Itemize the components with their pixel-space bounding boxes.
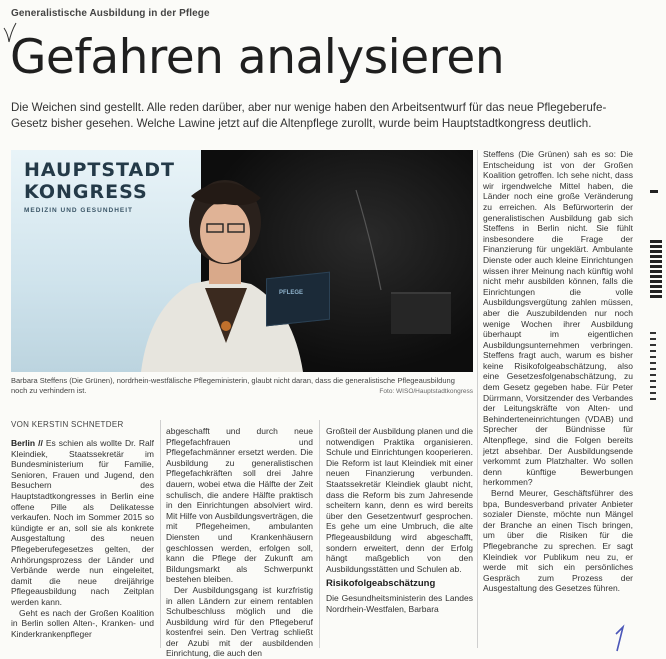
- dateline: Berlin //: [11, 438, 43, 448]
- article-headline: Gefahren analysieren: [10, 30, 505, 85]
- photo-credit: Foto: WISO/Hauptstadtkongress: [379, 388, 473, 395]
- article-column-3: [326, 426, 473, 650]
- section-kicker: Generalistische Ausbildung in der Pflege: [11, 8, 210, 19]
- lectern: [266, 272, 330, 327]
- paragraph: [11, 438, 154, 608]
- pen-page-mark-icon: [612, 626, 626, 652]
- paragraph-text: Es schien als wollte Dr. Ralf Kleindiek, Staatssekretär im Bundesministerium für Familie, Senioren, Frauen und Jugend, den Besuchern des Hauptstadtkongresses in Berlin eine offene Pille als Delikatesse verkaufen. Noch im Sommer 2015 so kündigte er an, soll sie als konkrete Ausgestaltung des neuen Pflegeberufegesetzes gelten, der Anhörungsprozess der Länder und Verbände werde nun eingeleitet, damit die neue dreijährige Pflegeausbildung nach Zeitplan werden kann.: [11, 438, 154, 607]
- banner-subtitle: MEDIZIN UND GESUNDHEIT: [24, 207, 134, 214]
- column-rule: [477, 150, 478, 648]
- article-column-2: [166, 426, 313, 659]
- banner-title-line1: HAUPTSTADT: [24, 159, 175, 181]
- paragraph: Der Ausbildungsgang ist kurzfristig in allen Ländern zur einem rentablen Schulbeschluss möglich und die Ausbildung wird für den Pflegeberuf kostenfrei sein. Den Vertrag schließt der Azubi mit der ausbildenden Einrichtung, die auch den: [166, 584, 313, 659]
- paragraph: Die Gesundheitsministerin des Landes Nordrhein-Westfalen, Barbara: [326, 592, 473, 614]
- photo-caption: Barbara Steffens (Die Grünen), nordrhein-westfälische Pflegeministerin, glaubt nicht daran, dass die generalistische Pflegeausbildung noch zu verhindern ist.: [11, 376, 455, 395]
- speaker-figure: [131, 158, 321, 372]
- microphone-icon: [351, 190, 391, 290]
- qr-code-fragment: [650, 238, 662, 298]
- subheading: Risikofolgeabschätzung: [326, 578, 436, 590]
- article-column-1: [11, 438, 154, 650]
- paragraph: abgeschafft und durch neue Pflegefachfrauen und Pflegefachmänner ersetzt werden. Die Ausbildung zu generalistischen Pflegefachkräften soll drei Jahre dauern, wobei etwa die Hälfte der Zeit schulisch, die andere Hälfte praktisch in den Einrichtungen absolviert wird. Mit Hilfe von Ausbildungsverträgen, die mit Pflegeheimen, ambulanten Diensten und Krankenhäusern geschlossen werden, erfolgen soll, kann die Pflege der Zukunft am Bildungsmarkt als Schwerpunkt bestehen bleiben.: [166, 426, 313, 585]
- byline: VON KERSTIN SCHNETDER: [11, 420, 124, 429]
- laptop: [391, 292, 451, 334]
- column-rule: [319, 420, 320, 648]
- paragraph: Steffens (Die Grünen) sah es so: Die Entscheidung ist von der Großen Koalition getroffen. Ich sehe nicht, dass wir irgendwelche Mittel haben, die Länder noch eine große Veränderung zu erreichen. Als Befürworterin der generalistischen Ausbildung gab sich Steffens in Berlin nicht. Sie fühlt insbesondere die Frage der Finanzierung für ungeklärt. Ambulante Dienste oder auch kleine Einrichtungen wissen ihrer Meinung nach künftig wohl nicht mehr ausbilden können, falls die Einrichtungen die volle Ausbildungsvergütung zahlen müssen, aber die Auszubildenden nur noch wenige Wochen ihrer Ausbildung überhaupt im eigentlichen Ausbildungsunternehmen verbringen. Steffens fragt auch, warum es bisher keine Risikofolgeabschätzung, also eine Gesetzesfolgenabschätzung, zu dem Gesetz gegeben habe. Für Peter Dürrmann, Vorsitzender des Verbandes der Leitungskräfte von Alten- und Behinderteneinrichtungen (VDAB) und Sprecher der Bündnisse für Altenpflege, sind die Folgen bereits jetzt absehbar. Der Ausbildungsende verkommt zum Platzhalter. Wo sollen denn künftige Bewerbungen herkommen?: [483, 149, 633, 488]
- scan-edge-mark: [650, 190, 658, 193]
- article-column-4: [483, 149, 633, 649]
- scan-edge-text: [650, 330, 656, 400]
- paragraph: Geht es nach der Großen Koalition in Berlin sollen Alten-, Kranken- und Kinderkrankenpfleger: [11, 607, 154, 639]
- paragraph: Großteil der Ausbildung planen und die notwendigen Praktika organisieren. Schule und Einrichtungen kooperieren. Die Reform ist laut Kleindiek mit einer neuen Finanzierung verbunden. Staatssekretär Kleindiek glaubt nicht, dass die Reform bis zum Jahresende scheitern kann, denn es wird bereits über den Gesetzentwurf gesprochen. Es gehe um eine Umbruch, die alte Pflegeausbildung wird abgeschafft, sondern erweitert, denn der Erfolg hängt maßgeblich von den Ausbildungsstätten und Schulen ab.: [326, 426, 473, 574]
- paragraph: Bernd Meurer, Geschäftsführer des bpa, Bundesverband privater Anbieter sozialer Dienste, möchte nun Mängel der Branche an einen Tisch bringen, um über die Risiken für die Pflegebranche zu sprechen. Er sagt Kleindiek vor Publikum neu zu, er werde mit sich ein persönliches Gespräch zum Prozess der Ausgestaltung des Gesetzes führen.: [483, 488, 633, 594]
- lectern-logo: PFLEGE: [279, 290, 304, 296]
- article-photo: [11, 150, 473, 372]
- column-rule: [160, 420, 161, 648]
- banner-title-line2: KONGRESS: [24, 181, 148, 203]
- article-lead: Die Weichen sind gestellt. Alle reden darüber, aber nur wenige haben den Arbeitsentwurf für das neue Pflegeberufe-Gesetz bisher gesehen. Welche Lawine jetzt auf die Altenpflege zurollt, wurde beim Hauptstadtkongress deutlich.: [11, 101, 607, 130]
